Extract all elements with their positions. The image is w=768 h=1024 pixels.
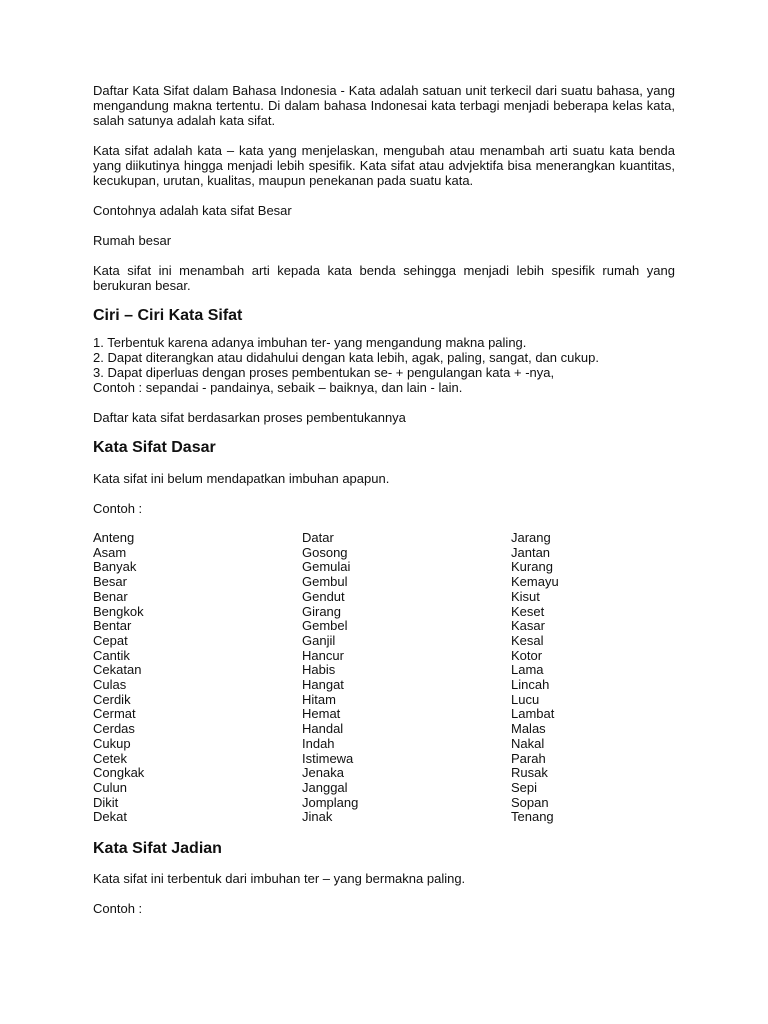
intro-paragraph-1: Daftar Kata Sifat dalam Bahasa Indonesia - Kata adalah satuan unit terkecil dari suatu bahasa, yang mengandung makna tertentu. Di dalam bahasa Indonesai kata terbagi menjadi beberapa kelas kata, salah satunya adalah kata sifat. (93, 83, 675, 128)
word-item: Ganjil (302, 632, 336, 648)
word-item: Jinak (302, 809, 333, 825)
jadian-heading: Kata Sifat Jadian (93, 840, 222, 858)
word-item: Benar (93, 588, 128, 604)
word-item: Kisut (511, 588, 540, 604)
word-item: Lambat (511, 706, 555, 722)
word-item: Parah (511, 750, 546, 766)
word-item: Hemat (302, 706, 341, 722)
word-item: Girang (302, 603, 342, 619)
word-item: Malas (511, 721, 546, 737)
intro-paragraph-3: Kata sifat ini menambah arti kepada kata benda sehingga menjadi lebih spesifik rumah yang berukuran besar. (93, 263, 675, 293)
word-item: Congkak (93, 765, 145, 781)
word-list (93, 531, 675, 825)
word-item: Bentar (93, 618, 132, 634)
word-item: Jarang (511, 530, 551, 545)
word-item: Jomplang (302, 794, 359, 810)
word-item: Jantan (511, 544, 551, 560)
word-item: Gendut (302, 588, 345, 604)
word-item: Sopan (511, 794, 549, 810)
word-item: Hancur (302, 647, 344, 663)
ciri-heading: Ciri – Ciri Kata Sifat (93, 307, 243, 324)
word-item: Culun (93, 779, 127, 795)
word-item: Cantik (93, 647, 130, 663)
word-item: Asam (93, 544, 127, 560)
word-item: Lucu (511, 691, 540, 707)
word-item: Besar (93, 574, 127, 590)
word-item: Kurang (511, 559, 553, 575)
word-item: Lincah (511, 677, 550, 693)
word-item: Gembul (302, 574, 348, 590)
word-item: Nakal (511, 735, 545, 751)
dasar-contoh-label: Contoh : (93, 501, 143, 516)
word-item: Gembel (302, 618, 348, 634)
word-item: Kemayu (511, 574, 559, 590)
word-item: Dekat (93, 809, 127, 825)
word-item: Cetek (93, 750, 127, 766)
jadian-contoh-label: Contoh : (93, 901, 143, 917)
word-item: Sepi (511, 779, 538, 795)
word-item: Handal (302, 721, 344, 737)
intro-example-line: Contohnya adalah kata sifat Besar (93, 203, 292, 218)
intro-paragraph-2: Kata sifat adalah kata – kata yang menjelaskan, mengubah atau menambah arti suatu kata benda yang diikutinya hingga menjadi lebih spesifik. Kata sifat atau advjektifa bisa menerangkan kuantitas, kecukupan, urutan, kualitas, maupun penekanan pada suatu kata. (93, 143, 675, 188)
ciri-item-2: 2. Dapat diterangkan atau didahului dengan kata lebih, agak, paling, sangat, dan cukup. (93, 350, 599, 365)
word-item: Bengkok (93, 603, 144, 619)
word-item: Jenaka (302, 765, 344, 781)
word-item: Kasar (511, 618, 545, 634)
word-item: Habis (302, 662, 336, 678)
word-item: Janggal (302, 779, 348, 795)
word-item: Lama (511, 662, 544, 678)
word-item: Anteng (93, 530, 135, 545)
word-item: Istimewa (302, 750, 354, 766)
ciri-item-1: 1. Terbentuk karena adanya imbuhan ter- yang mengandung makna paling. (93, 335, 527, 350)
word-item: Keset (511, 603, 545, 619)
word-item: Hitam (302, 691, 336, 707)
word-item: Hangat (302, 677, 344, 693)
word-item: Cerdas (93, 721, 135, 737)
word-item: Datar (302, 530, 334, 545)
word-item: Cukup (93, 735, 131, 751)
word-item: Cerdik (93, 691, 131, 707)
word-column-2 (302, 531, 511, 825)
word-column-1 (93, 531, 302, 825)
ciri-example: Contoh : sepandai - pandainya, sebaik – baiknya, dan lain - lain. (93, 380, 463, 395)
word-item: Indah (302, 735, 335, 751)
intro-example-phrase: Rumah besar (93, 233, 172, 248)
word-item: Gemulai (302, 559, 351, 575)
word-item: Banyak (93, 559, 137, 575)
word-item: Kotor (511, 647, 543, 663)
jadian-description: Kata sifat ini terbentuk dari imbuhan ter – yang bermakna paling. (93, 871, 466, 887)
word-item: Dikit (93, 794, 119, 810)
daftar-line: Daftar kata sifat berdasarkan proses pembentukannya (93, 410, 406, 425)
word-column-3 (511, 531, 675, 825)
word-item: Tenang (511, 809, 554, 825)
word-item: Culas (93, 677, 127, 693)
word-item: Gosong (302, 544, 348, 560)
dasar-description: Kata sifat ini belum mendapatkan imbuhan apapun. (93, 471, 390, 486)
word-item: Kesal (511, 632, 544, 648)
word-item: Cepat (93, 632, 128, 648)
word-item: Cekatan (93, 662, 142, 678)
document-page (93, 83, 675, 916)
word-item: Cermat (93, 706, 136, 722)
dasar-heading: Kata Sifat Dasar (93, 439, 216, 456)
ciri-item-3: 3. Dapat diperluas dengan proses pembentukan se- + pengulangan kata + -nya, (93, 365, 555, 380)
word-item: Rusak (511, 765, 548, 781)
